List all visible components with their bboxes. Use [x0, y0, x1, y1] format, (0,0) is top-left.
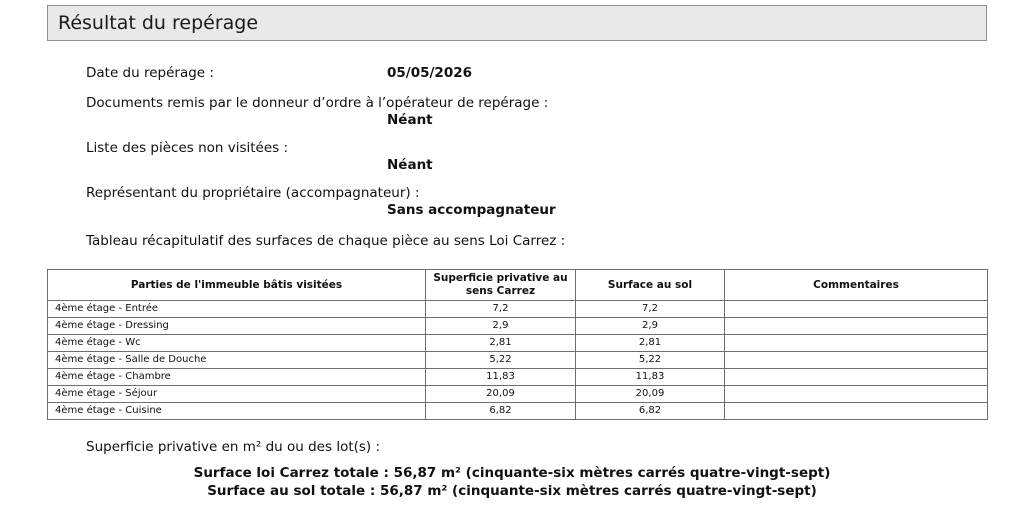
cell-sol: 20,09	[576, 386, 725, 403]
cell-partie: 4ème étage - Chambre	[48, 369, 426, 386]
section-title: Résultat du repérage	[58, 12, 259, 34]
cell-sol: 6,82	[576, 403, 725, 420]
cell-partie: 4ème étage - Wc	[48, 335, 426, 352]
section-header	[47, 5, 987, 41]
superficie-label: Superficie privative en m² du ou des lot(s) :	[86, 439, 381, 455]
table-row	[48, 403, 988, 420]
cell-partie: 4ème étage - Dressing	[48, 318, 426, 335]
header-parties: Parties de l'immeuble bâtis visitées	[48, 270, 426, 301]
cell-commentaire	[725, 352, 988, 369]
cell-carrez: 6,82	[426, 403, 576, 420]
cell-sol: 11,83	[576, 369, 725, 386]
table-row	[48, 301, 988, 318]
header-commentaires: Commentaires	[725, 270, 988, 301]
documents-value: Néant	[387, 112, 433, 128]
cell-partie: 4ème étage - Entrée	[48, 301, 426, 318]
cell-sol: 2,9	[576, 318, 725, 335]
cell-partie: 4ème étage - Salle de Douche	[48, 352, 426, 369]
total-sol: Surface au sol totale : 56,87 m² (cinquante-six mètres carrés quatre-vingt-sept)	[207, 483, 817, 499]
representant-label: Représentant du propriétaire (accompagnateur) :	[86, 185, 420, 201]
table-row	[48, 386, 988, 403]
cell-carrez: 2,9	[426, 318, 576, 335]
tableau-label: Tableau récapitulatif des surfaces de chaque pièce au sens Loi Carrez :	[86, 233, 566, 249]
table-header-row	[48, 270, 988, 301]
cell-commentaire	[725, 369, 988, 386]
cell-sol: 7,2	[576, 301, 725, 318]
documents-label: Documents remis par le donneur d’ordre à l’opérateur de repérage :	[86, 95, 549, 111]
header-surface-sol: Surface au sol	[576, 270, 725, 301]
cell-commentaire	[725, 335, 988, 352]
cell-commentaire	[725, 386, 988, 403]
pieces-label: Liste des pièces non visitées :	[86, 140, 289, 156]
table-row	[48, 318, 988, 335]
cell-commentaire	[725, 403, 988, 420]
surfaces-table	[47, 269, 988, 420]
cell-carrez: 20,09	[426, 386, 576, 403]
cell-carrez: 11,83	[426, 369, 576, 386]
cell-carrez: 7,2	[426, 301, 576, 318]
cell-partie: 4ème étage - Séjour	[48, 386, 426, 403]
pieces-value: Néant	[387, 157, 433, 173]
date-label: Date du repérage :	[86, 65, 214, 81]
cell-carrez: 2,81	[426, 335, 576, 352]
representant-value: Sans accompagnateur	[387, 202, 556, 218]
cell-commentaire	[725, 318, 988, 335]
cell-partie: 4ème étage - Cuisine	[48, 403, 426, 420]
table-row	[48, 352, 988, 369]
table-row	[48, 369, 988, 386]
cell-carrez: 5,22	[426, 352, 576, 369]
total-carrez: Surface loi Carrez totale : 56,87 m² (cinquante-six mètres carrés quatre-vingt-sept)	[193, 465, 831, 481]
cell-commentaire	[725, 301, 988, 318]
cell-sol: 5,22	[576, 352, 725, 369]
header-superficie-carrez: Superficie privative au sens Carrez	[426, 270, 576, 301]
table-row	[48, 335, 988, 352]
date-value: 05/05/2026	[387, 65, 473, 81]
cell-sol: 2,81	[576, 335, 725, 352]
